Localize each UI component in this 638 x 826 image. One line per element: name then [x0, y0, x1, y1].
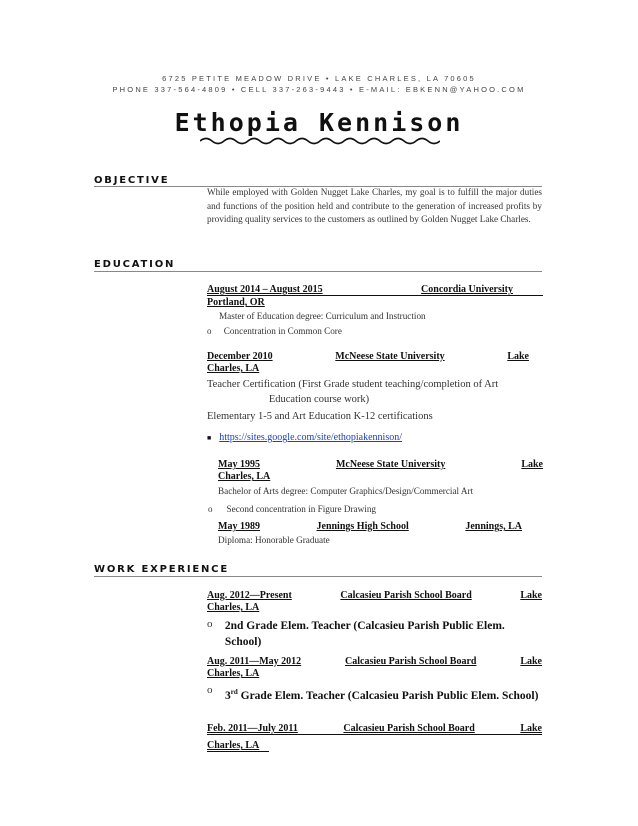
job-employer: Calcasieu Parish School Board [343, 723, 475, 734]
square-bullet-icon: ■ [207, 434, 212, 442]
job-title: 3rd Grade Elem. Teacher (Calcasieu Parish Public Elem. School) [225, 688, 539, 702]
edu-detail: Diploma: Honorable Graduate [218, 535, 330, 545]
education-entry [207, 284, 543, 336]
job-employer: Calcasieu Parish School Board [340, 590, 472, 601]
education-entry [208, 459, 543, 517]
edu-detail: Teacher Certification (First Grade student teaching/completion of Art [207, 379, 499, 390]
phone-email-line: PHONE 337-564-4809 • CELL 337-263-9443 • E-MAIL: EBKENN@YAHOO.COM [112, 85, 526, 94]
edu-detail: Master of Education degree: Curriculum and Instruction [219, 311, 426, 321]
edu-school: McNeese State University [335, 351, 445, 362]
edu-dates: May 1995 [218, 459, 260, 470]
job-dates: Feb. 2011—July 2011 [207, 723, 298, 734]
job-location: Lake [520, 590, 542, 601]
edu-school: McNeese State University [335, 459, 446, 470]
edu-location: Lake [521, 459, 543, 470]
job-location: Lake [520, 656, 542, 667]
name-underline-wave [200, 136, 440, 146]
edu-bullet: o Concentration in Common Core [207, 326, 342, 336]
edu-bullet: o Second concentration in Figure Drawing [208, 504, 377, 514]
job-entry [207, 723, 542, 753]
education-entry [218, 521, 522, 545]
edu-location-cont: Charles, LA [218, 471, 271, 482]
circle-bullet-icon: o [208, 504, 213, 514]
job-entry [207, 656, 542, 704]
job-dates: Aug. 2011—May 2012 [207, 656, 302, 667]
objective-heading: OBJECTIVE [94, 175, 170, 186]
job-title: 2nd Grade Elem. Teacher (Calcasieu Parish Public Elem. School) [224, 620, 505, 648]
edu-detail: Elementary 1-5 and Art Education K-12 certifications [207, 411, 433, 422]
edu-school: Jennings High School [316, 521, 409, 532]
edu-detail: Education course work) [268, 394, 370, 405]
education-rule [94, 271, 542, 272]
edu-location: Lake [507, 351, 529, 362]
job-location-cont: Charles, LA [207, 602, 260, 613]
edu-school: Concordia University [421, 284, 513, 295]
job-location-cont: Charles, LA [207, 668, 260, 679]
circle-bullet-icon: o [207, 326, 212, 336]
job-location-cont: Charles, LA [207, 740, 269, 752]
edu-location: Portland, OR [207, 297, 265, 308]
address-line: 6725 PETITE MEADOW DRIVE • LAKE CHARLES, LA 70605 [162, 74, 476, 83]
edu-location-cont: Charles, LA [207, 363, 260, 374]
job-title-row [207, 684, 542, 704]
job-location: Lake [520, 723, 542, 734]
edu-dates: August 2014 – August 2015 [207, 284, 323, 295]
job-dates: Aug. 2012—Present [207, 590, 292, 601]
job-title-row [207, 618, 542, 650]
work-rule [94, 576, 542, 577]
edu-detail: Bachelor of Arts degree: Computer Graphics/Design/Commercial Art [218, 486, 474, 496]
education-entry [207, 351, 529, 374]
edu-dates: December 2010 [207, 351, 273, 362]
circle-bullet-icon: o [207, 618, 213, 630]
edu-dates: May 1989 [218, 521, 260, 532]
objective-text: While employed with Golden Nugget Lake Charles, my goal is to fulfill the major duties and functions of the position held and contribute to the generation of increased profits by providing quality services to the customers as outlined by Golden Nugget Lake Charles. [207, 187, 542, 224]
portfolio-link-row [207, 427, 402, 445]
job-entry [207, 590, 542, 650]
edu-location: Jennings, LA [465, 521, 522, 532]
work-heading: WORK EXPERIENCE [94, 564, 229, 575]
resume-name: Ethopia Kennison [174, 108, 464, 137]
portfolio-link[interactable]: https://sites.google.com/site/ethopiakennison/ [219, 432, 402, 443]
circle-bullet-icon: o [207, 684, 213, 696]
education-heading: EDUCATION [94, 259, 176, 270]
job-employer: Calcasieu Parish School Board [345, 656, 477, 667]
